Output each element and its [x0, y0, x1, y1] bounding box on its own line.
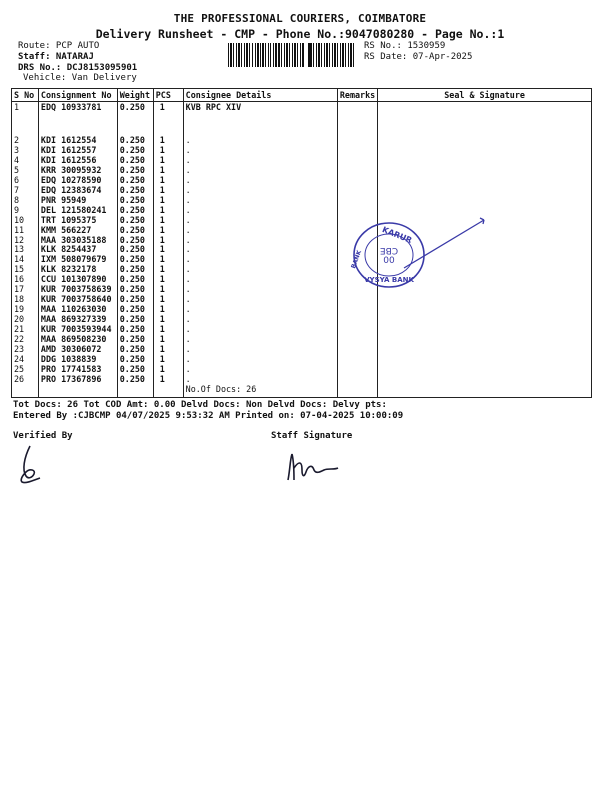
row-consignment: PRO 17367896	[38, 375, 117, 385]
no-of-docs-cell	[12, 385, 39, 398]
staff-signature-label: Staff Signature	[271, 431, 353, 441]
row-weight: 0.250	[117, 226, 153, 236]
row-sno: 11	[12, 226, 39, 236]
verified-by-label: Verified By	[13, 431, 73, 441]
row-sno: 7	[12, 186, 39, 196]
table-body	[12, 102, 592, 398]
row-sno: 13	[12, 245, 39, 255]
row-consignment: KMM 566227	[38, 226, 117, 236]
stamp-top-text: KARUR	[380, 225, 414, 246]
row-pcs: 1	[153, 315, 183, 325]
row-sno: 4	[12, 156, 39, 166]
row-pcs: 1	[153, 345, 183, 355]
row-consignee: .	[183, 146, 337, 156]
row-remarks	[337, 335, 377, 345]
row-pcs: 1	[153, 216, 183, 226]
row-seal	[378, 375, 592, 385]
row-sno: 5	[12, 166, 39, 176]
col-sno: S No	[12, 89, 39, 102]
row-consignee: .	[183, 166, 337, 176]
barcode-overlay	[228, 43, 356, 67]
row-seal	[378, 335, 592, 345]
row-consignment: KUR 7003593944	[38, 325, 117, 335]
vehicle-label: Vehicle: Van Delivery	[23, 73, 137, 83]
col-weight: Weight	[117, 89, 153, 102]
row-sno: 12	[12, 236, 39, 246]
table-row	[12, 186, 592, 196]
no-of-docs-cell	[337, 385, 377, 398]
row-consignee: .	[183, 375, 337, 385]
row-consignee: .	[183, 245, 337, 255]
row-weight: 0.250	[117, 102, 153, 137]
rs-number: RS No.: 1530959	[364, 41, 446, 51]
row-sno: 9	[12, 206, 39, 216]
row-sno: 1	[12, 102, 39, 137]
row-consignment: KLK 8254437	[38, 245, 117, 255]
row-consignment: MAA 110263030	[38, 305, 117, 315]
table-row	[12, 255, 592, 265]
row-seal	[378, 146, 592, 156]
row-weight: 0.250	[117, 295, 153, 305]
col-pcs: PCS	[153, 89, 183, 102]
stamp-left-text: BANK	[350, 249, 364, 270]
row-weight: 0.250	[117, 325, 153, 335]
table-row	[12, 216, 592, 226]
row-remarks	[337, 102, 377, 137]
route-label: Route: PCP AUTO	[18, 41, 100, 51]
stamp-initial-stroke	[400, 214, 490, 274]
row-pcs: 1	[153, 236, 183, 246]
row-sno: 23	[12, 345, 39, 355]
row-seal	[378, 176, 592, 186]
row-consignment: PNR 95949	[38, 196, 117, 206]
row-consignment: KDI 1612556	[38, 156, 117, 166]
row-seal	[378, 196, 592, 206]
row-consignment: KUR 7003758640	[38, 295, 117, 305]
row-pcs: 1	[153, 275, 183, 285]
no-of-docs: No.Of Docs: 26	[183, 385, 337, 398]
row-sno: 21	[12, 325, 39, 335]
row-weight: 0.250	[117, 166, 153, 176]
row-remarks	[337, 345, 377, 355]
row-pcs: 1	[153, 156, 183, 166]
row-sno: 10	[12, 216, 39, 226]
row-remarks	[337, 186, 377, 196]
row-sno: 3	[12, 146, 39, 156]
table-row	[12, 345, 592, 355]
row-pcs: 1	[153, 295, 183, 305]
row-weight: 0.250	[117, 136, 153, 146]
row-seal	[378, 186, 592, 196]
row-seal	[378, 345, 592, 355]
row-consignment: MAA 869508230	[38, 335, 117, 345]
runsheet-table	[11, 88, 592, 398]
totals-line: Tot Docs: 26 Tot COD Amt: 0.00 Delvd Docs: Non Delvd Docs: Delvy pts:	[13, 400, 387, 410]
row-sno: 25	[12, 365, 39, 375]
row-weight: 0.250	[117, 305, 153, 315]
row-consignee: .	[183, 136, 337, 146]
row-seal	[378, 102, 592, 137]
row-pcs: 1	[153, 166, 183, 176]
entered-by-line: Entered By :CJBCMP 04/07/2025 9:53:32 AM Printed on: 07-04-2025 10:00:09	[13, 411, 404, 421]
row-pcs: 1	[153, 136, 183, 146]
row-consignee: .	[183, 226, 337, 236]
row-weight: 0.250	[117, 265, 153, 275]
col-consignee: Consignee Details	[183, 89, 337, 102]
row-consignment: PRO 17741583	[38, 365, 117, 375]
row-sno: 19	[12, 305, 39, 315]
row-remarks	[337, 166, 377, 176]
row-pcs: 1	[153, 375, 183, 385]
runsheet-subtitle: Delivery Runsheet - CMP - Phone No.:9047080280 - Page No.:1	[95, 27, 505, 41]
row-remarks	[337, 315, 377, 325]
row-consignee: .	[183, 355, 337, 365]
verifier-signature	[14, 442, 54, 486]
row-weight: 0.250	[117, 315, 153, 325]
row-sno: 6	[12, 176, 39, 186]
row-seal	[378, 355, 592, 365]
row-weight: 0.250	[117, 176, 153, 186]
row-consignment: EDQ 10278590	[38, 176, 117, 186]
row-consignee: .	[183, 156, 337, 166]
row-pcs: 1	[153, 285, 183, 295]
staff-signature-stroke	[288, 454, 338, 480]
stamp-bottom-text: VYSYA BANK	[364, 276, 414, 284]
row-sno: 20	[12, 315, 39, 325]
staff-signature	[282, 448, 342, 484]
row-consignment: AMD 30306072	[38, 345, 117, 355]
row-remarks	[337, 375, 377, 385]
row-weight: 0.250	[117, 206, 153, 216]
table-row	[12, 146, 592, 156]
row-pcs: 1	[153, 186, 183, 196]
row-consignee: .	[183, 315, 337, 325]
row-consignment: IXM 508079679	[38, 255, 117, 265]
row-pcs: 1	[153, 245, 183, 255]
row-consignee: .	[183, 196, 337, 206]
row-consignee: .	[183, 335, 337, 345]
no-of-docs-cell	[153, 385, 183, 398]
row-remarks	[337, 325, 377, 335]
row-sno: 26	[12, 375, 39, 385]
row-consignee: .	[183, 365, 337, 375]
row-consignee: .	[183, 345, 337, 355]
row-pcs: 1	[153, 305, 183, 315]
row-consignment: TRT 1095375	[38, 216, 117, 226]
row-consignee: .	[183, 305, 337, 315]
row-pcs: 1	[153, 102, 183, 137]
staff-label: Staff: NATARAJ	[18, 52, 94, 62]
row-remarks	[337, 365, 377, 375]
row-consignee: .	[183, 255, 337, 265]
row-pcs: 1	[153, 196, 183, 206]
col-consignment: Consignment No	[38, 89, 117, 102]
no-of-docs-cell	[117, 385, 153, 398]
row-consignment: CCU 101307890	[38, 275, 117, 285]
row-consignment: KLK 8232178	[38, 265, 117, 275]
row-consignment: MAA 869327339	[38, 315, 117, 325]
row-pcs: 1	[153, 146, 183, 156]
row-consignee: KVB RPC XIV	[183, 102, 337, 137]
row-sno: 16	[12, 275, 39, 285]
row-consignment: KRR 30095932	[38, 166, 117, 176]
company-title: THE PROFESSIONAL COURIERS, COIMBATORE	[173, 12, 427, 25]
row-pcs: 1	[153, 365, 183, 375]
no-of-docs-cell	[378, 385, 592, 398]
row-consignment: KDI 1612557	[38, 146, 117, 156]
row-remarks	[337, 156, 377, 166]
row-consignee: .	[183, 176, 337, 186]
row-consignee: .	[183, 265, 337, 275]
row-sno: 24	[12, 355, 39, 365]
row-consignment: MAA 303035188	[38, 236, 117, 246]
row-seal	[378, 136, 592, 146]
row-pcs: 1	[153, 265, 183, 275]
row-consignee: .	[183, 295, 337, 305]
row-consignment: EDQ 12383674	[38, 186, 117, 196]
table-header-row	[12, 89, 592, 102]
row-consignee: .	[183, 216, 337, 226]
row-consignment: DDG 1038839	[38, 355, 117, 365]
row-weight: 0.250	[117, 245, 153, 255]
row-consignment: KDI 1612554	[38, 136, 117, 146]
col-seal-signature: Seal & Signature	[378, 89, 592, 102]
row-weight: 0.250	[117, 156, 153, 166]
row-weight: 0.250	[117, 196, 153, 206]
row-pcs: 1	[153, 325, 183, 335]
row-consignment: EDQ 10933781	[38, 102, 117, 137]
row-remarks	[337, 206, 377, 216]
row-remarks	[337, 176, 377, 186]
row-sno: 22	[12, 335, 39, 345]
row-pcs: 1	[153, 176, 183, 186]
row-weight: 0.250	[117, 186, 153, 196]
row-seal	[378, 166, 592, 176]
row-sno: 15	[12, 265, 39, 275]
row-sno: 17	[12, 285, 39, 295]
row-weight: 0.250	[117, 335, 153, 345]
row-consignee: .	[183, 325, 337, 335]
row-pcs: 1	[153, 255, 183, 265]
stamp-pen-line	[404, 218, 484, 268]
row-remarks	[337, 196, 377, 206]
row-seal	[378, 295, 592, 305]
row-weight: 0.250	[117, 275, 153, 285]
table-row	[12, 206, 592, 216]
row-weight: 0.250	[117, 285, 153, 295]
table-row	[12, 102, 592, 137]
verifier-signature-stroke	[21, 446, 40, 483]
row-pcs: 1	[153, 355, 183, 365]
no-of-docs-cell	[38, 385, 117, 398]
row-weight: 0.250	[117, 345, 153, 355]
row-seal	[378, 325, 592, 335]
row-consignment: DEL 121580241	[38, 206, 117, 216]
no-of-docs-row	[12, 385, 592, 398]
row-pcs: 1	[153, 226, 183, 236]
row-consignee: .	[183, 275, 337, 285]
row-pcs: 1	[153, 335, 183, 345]
row-remarks	[337, 295, 377, 305]
row-sno: 8	[12, 196, 39, 206]
row-seal	[378, 156, 592, 166]
drs-number: DRS No.: DCJ8153095901	[18, 63, 138, 73]
table-row	[12, 136, 592, 146]
row-seal	[378, 305, 592, 315]
row-sno: 18	[12, 295, 39, 305]
rs-date: RS Date: 07-Apr-2025	[364, 52, 473, 62]
table-row	[12, 236, 592, 246]
row-consignee: .	[183, 285, 337, 295]
stamp-center-line1: CBE	[379, 245, 399, 255]
row-weight: 0.250	[117, 355, 153, 365]
row-weight: 0.250	[117, 375, 153, 385]
row-consignee: .	[183, 236, 337, 246]
row-remarks	[337, 355, 377, 365]
row-sno: 14	[12, 255, 39, 265]
row-sno: 2	[12, 136, 39, 146]
row-weight: 0.250	[117, 216, 153, 226]
row-seal	[378, 365, 592, 375]
table-row	[12, 375, 592, 385]
row-seal	[378, 315, 592, 325]
row-weight: 0.250	[117, 146, 153, 156]
row-weight: 0.250	[117, 365, 153, 375]
row-consignee: .	[183, 186, 337, 196]
row-pcs: 1	[153, 206, 183, 216]
row-consignment: KUR 7003758639	[38, 285, 117, 295]
row-remarks	[337, 305, 377, 315]
row-consignee: .	[183, 206, 337, 216]
row-weight: 0.250	[117, 255, 153, 265]
row-remarks	[337, 136, 377, 146]
col-remarks: Remarks	[337, 89, 377, 102]
row-remarks	[337, 146, 377, 156]
stamp-center-line2: 00	[383, 256, 395, 266]
row-weight: 0.250	[117, 236, 153, 246]
